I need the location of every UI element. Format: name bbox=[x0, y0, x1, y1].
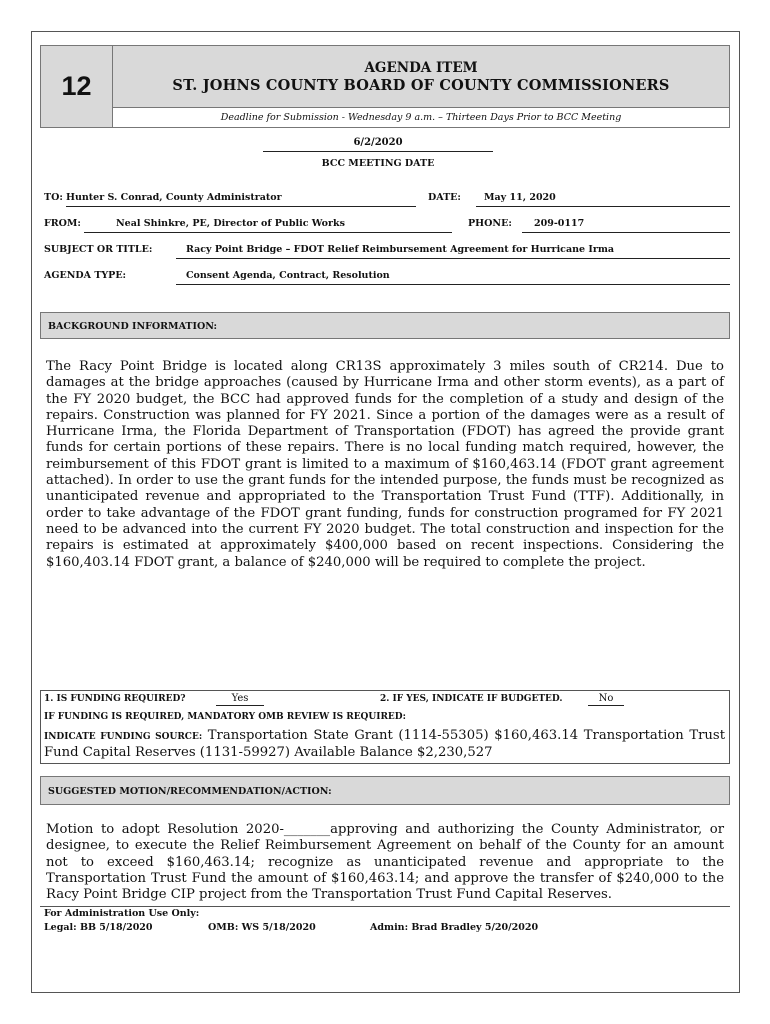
meeting-date: 6/2/2020 bbox=[263, 137, 493, 152]
subject-value: Racy Point Bridge – FDOT Relief Reimbursement Agreement for Hurricane Irma bbox=[176, 244, 730, 259]
motion-heading: SUGGESTED MOTION/RECOMMENDATION/ACTION: bbox=[40, 776, 730, 805]
admin-divider bbox=[40, 906, 730, 907]
agenda-title bbox=[113, 45, 730, 108]
agenda-title-line2: ST. JOHNS COUNTY BOARD OF COUNTY COMMISSIONERS bbox=[172, 77, 670, 94]
funding-required-label: 1. IS FUNDING REQUIRED? bbox=[44, 694, 186, 704]
funding-required-value: Yes bbox=[216, 693, 264, 706]
admin-signoff: Admin: Brad Bradley 5/20/2020 bbox=[370, 922, 539, 933]
agenda-title-line1: AGENDA ITEM bbox=[364, 60, 478, 76]
agenda-type-value: Consent Agenda, Contract, Resolution bbox=[176, 270, 730, 285]
agenda-item-number: 12 bbox=[40, 45, 113, 128]
admin-heading: For Administration Use Only: bbox=[44, 908, 200, 919]
omb-review-note: IF FUNDING IS REQUIRED, MANDATORY OMB REVIEW IS REQUIRED: bbox=[44, 712, 406, 722]
admin-omb: OMB: WS 5/18/2020 bbox=[208, 922, 316, 933]
motion-text: Motion to adopt Resolution 2020-_______approving and authorizing the County Administrator, or designee, to execute the Relief Reimbursement Agreement on behalf of the County for an amount not to exceed $160,463.14; recognize as unanticipated revenue and appropriate to the Transportation Trust Fund the amount of $160,463.14; and approve the transfer of $240,000 to the Racy Point Bridge CIP project from the Transportation Trust Fund Capital Reserves. bbox=[46, 822, 724, 903]
subject-label: SUBJECT OR TITLE: bbox=[44, 244, 153, 255]
funding-source bbox=[44, 728, 725, 761]
meeting-date-label: BCC MEETING DATE bbox=[321, 158, 435, 169]
date-label: DATE: bbox=[428, 192, 461, 203]
phone-label: PHONE: bbox=[468, 218, 512, 229]
to-value: Hunter S. Conrad, County Administrator bbox=[66, 192, 416, 207]
phone-value: 209-0117 bbox=[522, 218, 730, 233]
funding-source-text: Transportation State Grant (1114-55305) $160,463.14 Transportation Trust Fund Capital Reserves (1131-59927) Available Balance $2,230,527 bbox=[44, 728, 725, 760]
background-text: The Racy Point Bridge is located along CR13S approximately 3 miles south of CR214. Due to damages at the bridge approaches (caused by Hurricane Irma and other storm events), as a part of the FY 2020 budget, the BCC had approved funds for the completion of a study and design of the repairs. Construction was planned for FY 2021. Since a portion of the damages were as a result of Hurricane Irma, the Florida Department of Transportation (FDOT) has agreed the provide grant funds for certain portions of these repairs. There is no local funding match required, however, the reimbursement of this FDOT grant is limited to a maximum of $160,463.14 (FDOT grant agreement attached). In order to use the grant funds for the intended purpose, the funds must be recognized as unanticipated revenue and appropriated to the Transportation Trust Fund (TTF). Additionally, in order to take advantage of the FDOT grant funding, funds for construction programed for FY 2021 need to be advanced into the current FY 2020 budget. The total construction and inspection for the repairs is estimated at approximately $400,000 based on recent inspections. Considering the $160,403.14 FDOT grant, a balance of $240,000 will be required to complete the project. bbox=[46, 359, 724, 570]
deadline-note: Deadline for Submission - Wednesday 9 a.m. – Thirteen Days Prior to BCC Meeting bbox=[113, 108, 730, 128]
from-value: Neal Shinkre, PE, Director of Public Works bbox=[84, 218, 452, 233]
agenda-type-label: AGENDA TYPE: bbox=[44, 270, 127, 281]
funding-source-label: INDICATE FUNDING SOURCE: bbox=[44, 732, 203, 742]
background-heading: BACKGROUND INFORMATION: bbox=[40, 312, 730, 339]
date-value: May 11, 2020 bbox=[476, 192, 730, 207]
from-label: FROM: bbox=[44, 218, 81, 229]
budgeted-label: 2. IF YES, INDICATE IF BUDGETED. bbox=[380, 694, 563, 704]
to-label: TO: bbox=[44, 192, 63, 203]
admin-legal: Legal: BB 5/18/2020 bbox=[44, 922, 153, 933]
budgeted-value: No bbox=[588, 693, 624, 706]
